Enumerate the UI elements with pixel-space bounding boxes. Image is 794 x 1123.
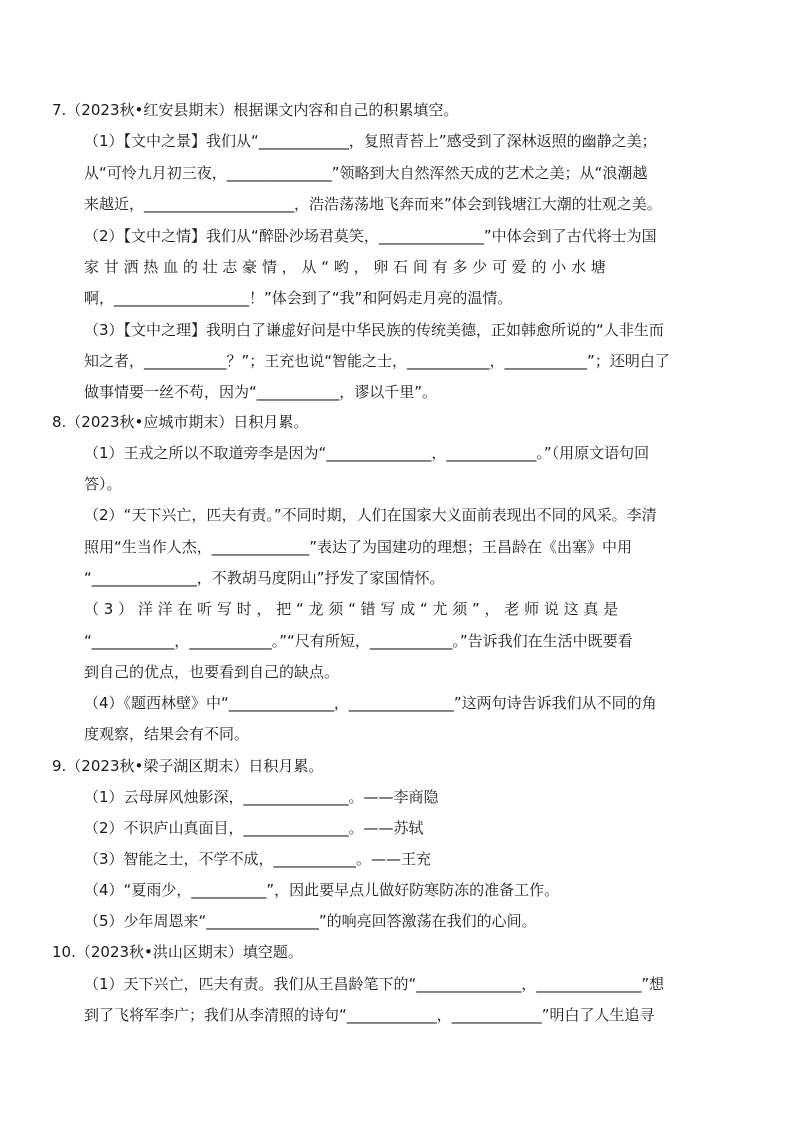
question-8-line: （ 3 ） 洋 洋 在 听 写 时 ， 把 “ 龙 须 “ 错 写 成 “ 尤 须 ” ， 老 师 说 这 真 是: [84, 600, 619, 618]
question-7-line: 做事情要一丝不苟，因为“___________，谬以千里”。: [84, 383, 438, 401]
question-7-header: 7.（2023秋•红安县期末）根据课文内容和自己的积累填空。: [52, 101, 459, 119]
question-8-line: （1）王戎之所以不取道旁李是因为“______________，____________。”（用原文语句回: [84, 444, 650, 462]
question-10-header: 10.（2023秋•洪山区期末）填空题。: [52, 943, 303, 961]
question-7-line: （2）【文中之情】我们从“醉卧沙场君莫笑，______________”中体会到了古代将士为国: [84, 227, 657, 245]
question-8-line: 度观察，结果会有不同。: [84, 725, 250, 743]
question-7-line: 从“可怜九月初三夜，______________”领略到大自然浑然天成的艺术之美；从“浪潮越: [84, 164, 648, 182]
question-8-line: 到自己的优点，也要看到自己的缺点。: [84, 663, 340, 681]
question-9-line: （2）不识庐山真面目，______________。——苏轼: [84, 819, 424, 837]
question-8-line: “______________，不教胡马度阴山”抒发了家国情怀。: [84, 569, 445, 587]
question-7-line: （3）【文中之理】我明白了谦虚好问是中华民族的传统美德，正如韩愈所说的“人非生而: [84, 321, 664, 339]
question-7-line: 啊，__________________！”体会到了“我”和阿妈走月亮的温情。: [84, 289, 513, 307]
question-8-line: 答）。: [84, 475, 122, 493]
question-10-line: 到了飞将军李广；我们从李清照的诗句“____________，____________”明白了人生追寻: [84, 1006, 655, 1024]
question-9-line: （4）“夏雨少，__________”，因此要早点儿做好防寒防冻的准备工作。: [84, 881, 560, 899]
question-8-line: （4）《题西林壁》中“______________，______________”这两句诗告诉我们从不同的角: [84, 694, 657, 712]
question-8-line: “___________，___________。”“尺有所短，___________。”告诉我们在生活中既要看: [84, 632, 633, 650]
question-7-line: 知之者，___________？”；王充也说“智能之士，___________，___________”；还明白了: [84, 352, 670, 370]
question-7-line: 家 甘 洒 热 血 的 壮 志 豪 情 ， 从 “ 哟 ， 卵 石 间 有 多 少 可 爱 的 小 水 塘: [84, 258, 606, 276]
question-7-line: （1）【文中之景】我们从“____________，复照青苔上”感受到了深林返照的幽静之美；: [84, 132, 657, 150]
question-9-line: （1）云母屏风烛影深，______________。——李商隐: [84, 788, 439, 806]
question-8-line: 照用“生当作人杰，_____________”表达了为国建功的理想；王昌龄在《出塞》中用: [84, 538, 633, 556]
question-10-line: （1）天下兴亡，匹夫有责。我们从王昌龄笔下的“______________，______________”想: [84, 975, 665, 993]
question-8-line: （2）“天下兴亡，匹夫有责。”不同时期，人们在国家大义面前表现出不同的风采。李清: [84, 506, 657, 524]
question-9-header: 9.（2023秋•梁子湖区期末）日积月累。: [52, 757, 324, 775]
question-8-header: 8.（2023秋•应城市期末）日积月累。: [52, 413, 309, 431]
question-7-line: 来越近，____________________，浩浩荡荡地飞奔而来”体会到钱塘江大潮的壮观之美。: [84, 195, 662, 213]
question-9-line: （3）智能之士，不学不成，___________。——王充: [84, 850, 432, 868]
question-9-line: （5）少年周恩来“_______________”的响亮回答激荡在我们的心间。: [84, 912, 537, 930]
